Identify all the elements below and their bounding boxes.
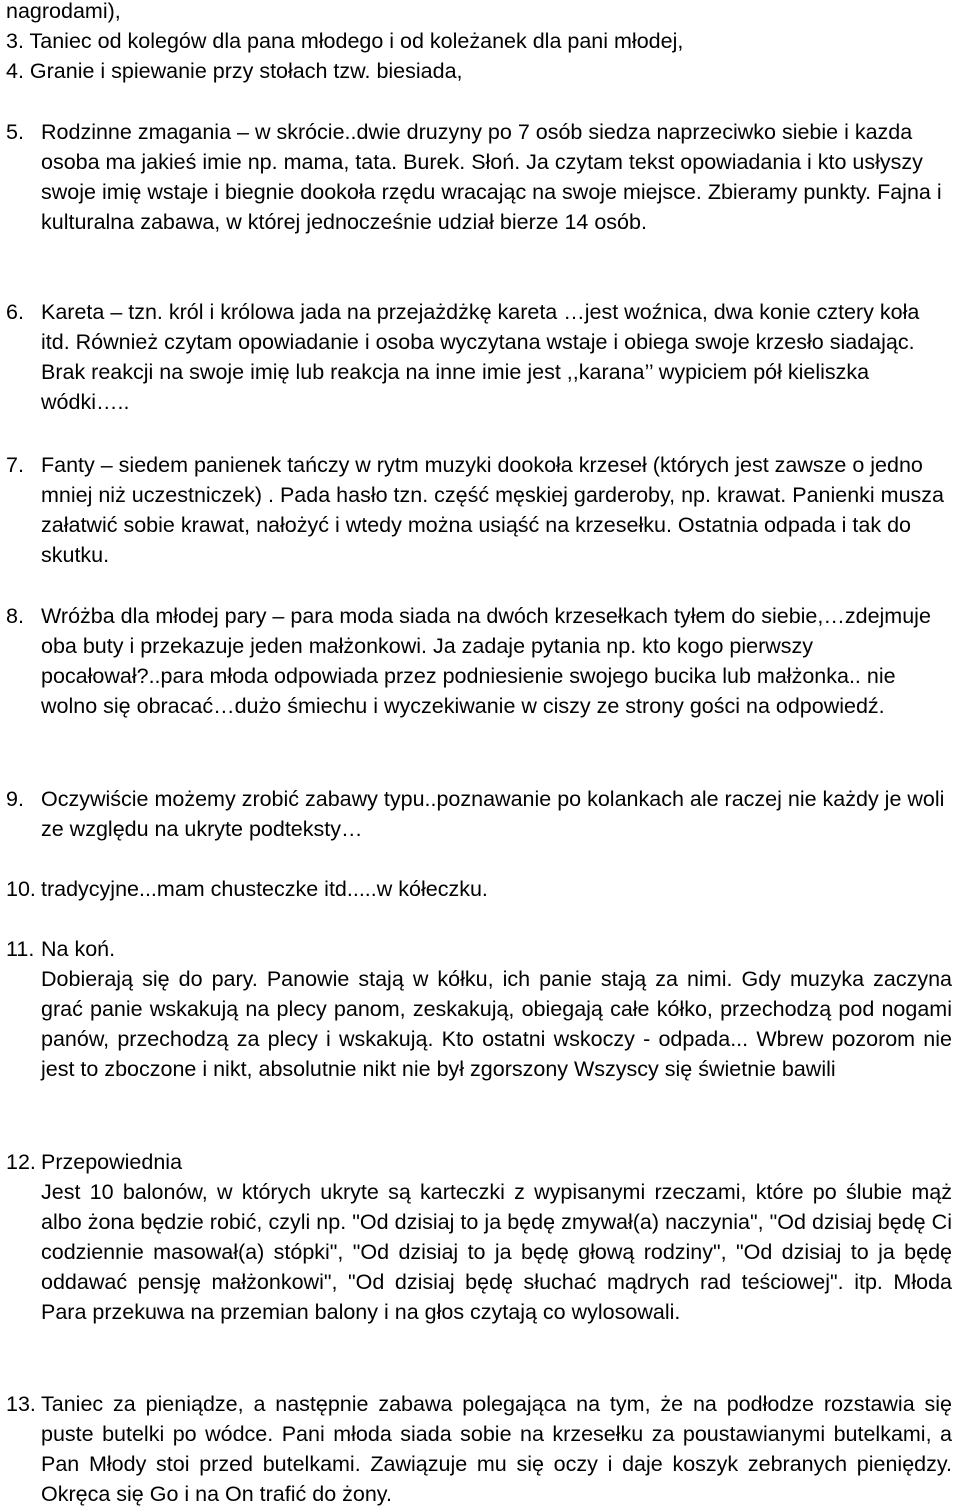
list-item-3: 3. Taniec od kolegów dla pana młodego i od koleżanek dla pani młodej, xyxy=(6,29,684,53)
list-item-13 xyxy=(6,1389,952,1509)
item-title: Przepowiednia xyxy=(41,1150,183,1174)
list-item-7 xyxy=(6,450,952,570)
text-line: nagrodami), xyxy=(6,0,121,23)
item-number: 11. xyxy=(6,937,35,961)
item-number: 5. xyxy=(6,120,24,144)
item-number: 6. xyxy=(6,300,24,324)
item-text: Wróżba dla młodej pary – para moda siada na dwóch krzesełkach tyłem do siebie,…zdejmuje oba buty i przekazuje jeden małżonkowi. Ja zadaje pytania np. kto kogo pierwszy pocałował?..para młoda odpowiada przez podniesienie swojego bucika lub małżonka.. nie wolno się obracać…dużo śmiechu i wyczekiwanie w ciszy ze strony gości na odpowiedź. xyxy=(41,604,931,718)
item-text: Dobierają się do pary. Panowie stają w kółku, ich panie stają za nimi. Gdy muzyka zaczyna grać panie wskakują na plecy panom, zeskakują, obiegają całe kółko, przechodzą pod nogami panów, przechodzą za plecy i wskakują. Kto ostatni wskoczy - odpada... Wbrew pozorom nie jest to zboczone i nikt, absolutnie nikt nie był zgorszony Wszyscy się świetnie bawili xyxy=(41,967,952,1081)
list-item-8 xyxy=(6,601,952,751)
item-text: Taniec za pieniądze, a następnie zabawa polegająca na tym, że na podłodze rozstawia się puste butelki po wódce. Pani młoda siada sobie na krzesełku za poustawianymi butelkami, a Pan Młody stoi przed butelkami. Zawiązuje mu się oczy i daje koszyk zebranych pieniędzy. Okręca się Go i na On trafić do żony. xyxy=(41,1392,952,1506)
item-title: Na koń. xyxy=(41,937,116,961)
item-text: tradycyjne...mam chusteczke itd.....w kółeczku. xyxy=(41,877,488,901)
item-text: Rodzinne zmagania – w skrócie..dwie druzyny po 7 osób siedza naprzeciwko siebie i kazda osoba ma jakieś imie np. mama, tata. Burek. Słoń. Ja czytam tekst opowiadania i kto usłyszy swoje imię wstaje i biegnie dookoła rzędu wracając na swoje miejsce. Zbieramy punkty. Fajna i kulturalna zabawa, w której jednocześnie udział bierze 14 osób. xyxy=(41,120,942,234)
item-body xyxy=(41,934,952,1084)
item-text: Fanty – siedem panienek tańczy w rytm muzyki dookoła krzeseł (których jest zawsze o jedno mniej niż uczestniczek) . Pada hasło tzn. część męskiej garderoby, np. krawat. Panienki musza załatwić sobie krawat, nałożyć i wtedy można usiąść na krzesełku. Ostatnia odpada i tak do skutku. xyxy=(41,453,944,567)
item-body xyxy=(41,1147,952,1327)
list-item-11 xyxy=(6,934,952,1114)
item-number: 10. xyxy=(6,877,36,901)
item-text: Kareta – tzn. król i królowa jada na przejażdżkę kareta …jest woźnica, dwa konie cztery koła itd. Również czytam opowiadanie i osoba wyczytana wstaje i obiega swoje krzesło siadając. Brak reakcji na swoje imię lub reakcja na inne imie jest ,,karana’’ wypiciem pół kieliszka wódki….. xyxy=(41,300,920,414)
item-text: Oczywiście możemy zrobić zabawy typu..poznawanie po kolankach ale raczej nie każdy je woli ze względu na ukryte podteksty… xyxy=(41,787,945,841)
list-item-10 xyxy=(6,874,952,904)
item-number: 7. xyxy=(6,453,24,477)
list-item-5 xyxy=(6,117,952,267)
item-number: 9. xyxy=(6,787,24,811)
item-number: 8. xyxy=(6,604,24,628)
item-text: Jest 10 balonów, w których ukryte są karteczki z wypisanymi rzeczami, które po ślubie mąż albo żona będzie robić, czyli np. "Od dzisiaj to ja będę zmywał(a) naczynia", "Od dzisiaj będę Ci codziennie masował(a) stópki", "Od dzisiaj to ja będę głową rodziny", "Od dzisiaj to ja będę oddawać pensję małżonkowi", "Od dzisiaj będę słuchać mądrych rad teściowej". itp. Młoda Para przekuwa na przemian balony i na głos czytają co wylosowali. xyxy=(41,1180,952,1324)
list-item-9 xyxy=(6,784,952,844)
item-number: 13. xyxy=(6,1392,36,1416)
item-number: 12. xyxy=(6,1150,36,1174)
list-item-4: 4. Granie i spiewanie przy stołach tzw. biesiada, xyxy=(6,59,463,83)
list-item-12 xyxy=(6,1147,952,1357)
list-item-6 xyxy=(6,297,952,417)
